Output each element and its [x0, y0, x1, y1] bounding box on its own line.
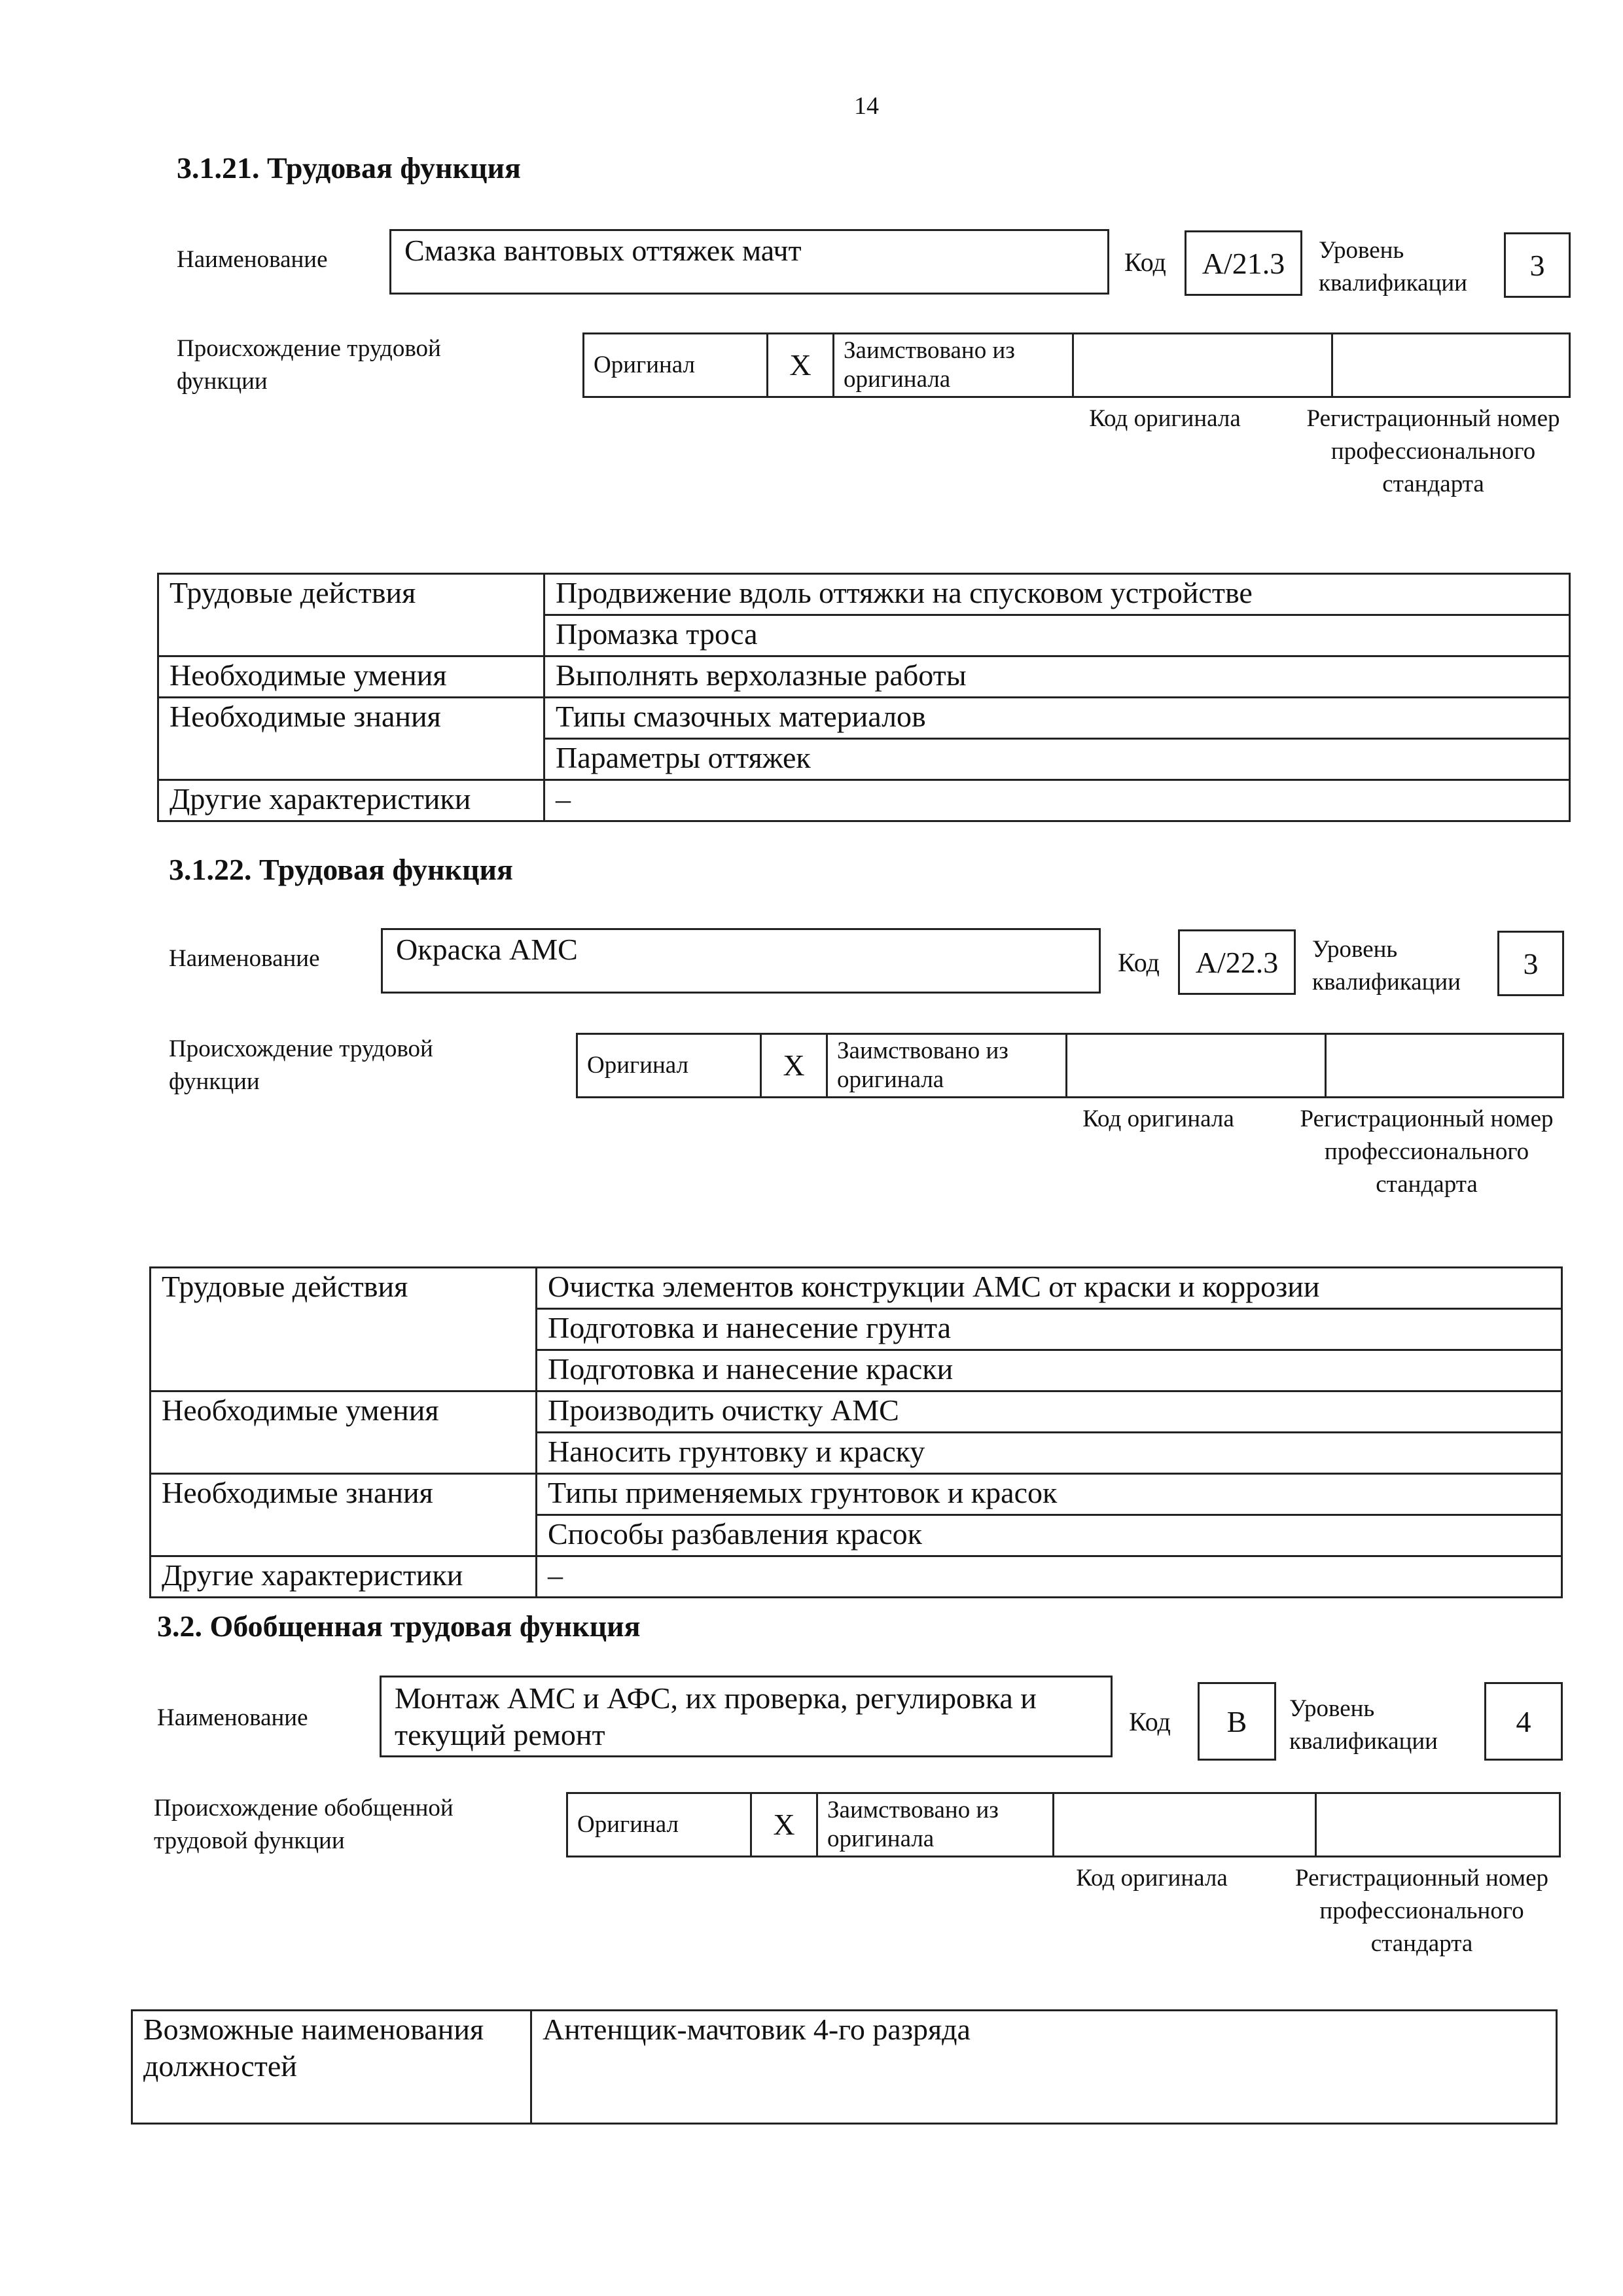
original-label: Оригинал [567, 1793, 751, 1857]
row-value: Промазка троса [544, 615, 1570, 656]
section-heading: 3.1.22. Трудовая функция [169, 853, 513, 886]
code-original-cell [1073, 334, 1332, 397]
code-original-caption: Код оригинала [1082, 1105, 1234, 1132]
row-label: Необходимые знания [151, 1474, 537, 1556]
row-value: – [544, 780, 1570, 821]
borrowed-label: Заимствовано из оригинала [817, 1793, 1054, 1857]
level-field: 3 [1497, 931, 1564, 996]
reg-number-cell [1316, 1793, 1560, 1857]
name-label: Наименование [177, 246, 328, 273]
original-mark: X [761, 1034, 827, 1098]
code-field: B [1198, 1682, 1276, 1761]
original-label: Оригинал [577, 1034, 761, 1098]
original-mark: X [751, 1793, 817, 1857]
details-table-2 [149, 1266, 1563, 1598]
function-name-field: Окраска АМС [381, 928, 1101, 994]
original-mark: X [768, 334, 834, 397]
reg-caption: Регистрационный номер профессионального стандарта [1294, 1865, 1548, 1957]
code-field: A/21.3 [1185, 230, 1302, 296]
reg-number-cell [1326, 1034, 1563, 1098]
level-label: Уровень квалификации [1312, 936, 1461, 996]
positions-value: Антенщик-мачтовик 4-го разряда [531, 2011, 1557, 2124]
borrowed-label: Заимствовано из оригинала [834, 334, 1073, 397]
row-value: Типы смазочных материалов [544, 698, 1570, 739]
row-value: Производить очистку АМС [537, 1391, 1562, 1433]
row-value: Выполнять верхолазные работы [544, 656, 1570, 698]
section-heading: 3.2. Обобщенная трудовая функция [157, 1609, 641, 1643]
origin-table [576, 1033, 1564, 1098]
level-field: 3 [1504, 232, 1571, 298]
row-value: Подготовка и нанесение краски [537, 1350, 1562, 1391]
reg-caption: Регистрационный номер профессионального стандарта [1306, 405, 1560, 497]
row-value: Подготовка и нанесение грунта [537, 1309, 1562, 1350]
row-label: Трудовые действия [158, 574, 544, 656]
row-value: Очистка элементов конструкции АМС от краски и коррозии [537, 1268, 1562, 1309]
origin-label: Происхождение трудовой функции [177, 335, 441, 395]
page-number: 14 [854, 92, 879, 120]
row-value: Способы разбавления красок [537, 1515, 1562, 1556]
row-label: Необходимые знания [158, 698, 544, 780]
row-label: Необходимые умения [151, 1391, 537, 1474]
row-value: Продвижение вдоль оттяжки на спусковом устройстве [544, 574, 1570, 615]
code-label: Код [1129, 1707, 1171, 1736]
level-field: 4 [1484, 1682, 1563, 1761]
row-label: Трудовые действия [151, 1268, 537, 1391]
origin-label: Происхождение трудовой функции [169, 1035, 433, 1095]
origin-table [582, 332, 1571, 398]
function-name-field: Смазка вантовых оттяжек мачт [389, 229, 1109, 295]
code-original-caption: Код оригинала [1089, 405, 1241, 432]
name-label: Наименование [157, 1704, 308, 1731]
origin-label: Происхождение обобщенной трудовой функции [154, 1795, 454, 1854]
function-name-field: Монтаж АМС и АФС, их проверка, регулировка и текущий ремонт [380, 1676, 1113, 1757]
row-label: Другие характеристики [151, 1556, 537, 1598]
borrowed-label: Заимствовано из оригинала [827, 1034, 1067, 1098]
reg-number-cell [1332, 334, 1570, 397]
section-heading: 3.1.21. Трудовая функция [177, 151, 521, 185]
name-label: Наименование [169, 945, 320, 972]
row-value: – [537, 1556, 1562, 1598]
level-label: Уровень квалификации [1319, 237, 1467, 296]
row-label: Необходимые умения [158, 656, 544, 698]
row-value: Типы применяемых грунтовок и красок [537, 1474, 1562, 1515]
reg-caption: Регистрационный номер профессионального стандарта [1300, 1105, 1554, 1198]
code-original-caption: Код оригинала [1076, 1865, 1228, 1892]
code-label: Код [1118, 948, 1160, 977]
level-label: Уровень квалификации [1289, 1695, 1438, 1755]
code-original-cell [1067, 1034, 1326, 1098]
origin-table [566, 1792, 1561, 1857]
row-value: Наносить грунтовку и краску [537, 1433, 1562, 1474]
details-table-1 [157, 573, 1571, 822]
positions-label: Возможные наименования должностей [132, 2011, 531, 2124]
code-original-cell [1054, 1793, 1316, 1857]
row-label: Другие характеристики [158, 780, 544, 821]
original-label: Оригинал [584, 334, 768, 397]
positions-table [131, 2009, 1558, 2125]
code-field: A/22.3 [1178, 929, 1296, 995]
code-label: Код [1124, 247, 1166, 277]
row-value: Параметры оттяжек [544, 739, 1570, 780]
